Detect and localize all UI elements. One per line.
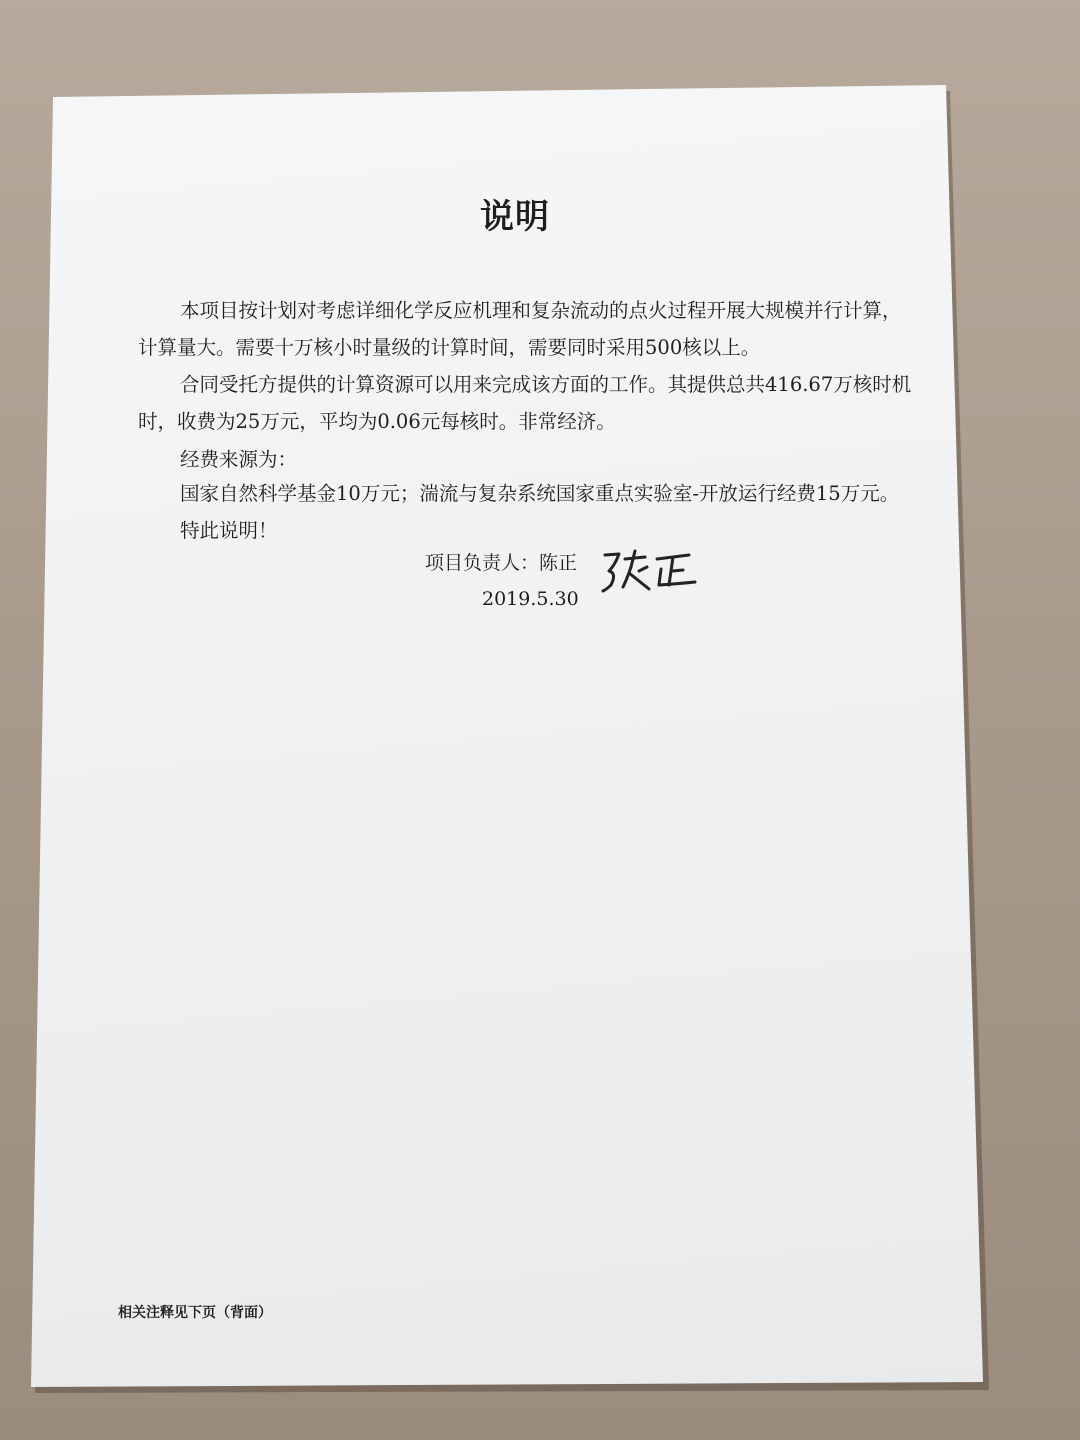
paragraph-1-line-2: 计算量大。需要十万核小时量级的计算时间，需要同时采用500核以上。 bbox=[138, 336, 761, 359]
funding-heading: 经费来源为： bbox=[180, 448, 298, 471]
funding-detail: 国家自然科学基金10万元；湍流与复杂系统国家重点实验室-开放运行经费15万元。 bbox=[180, 482, 900, 505]
paragraph-1-line-1: 本项目按计划对考虑详细化学反应机理和复杂流动的点火过程开展大规模并行计算， bbox=[180, 299, 902, 322]
paragraph-2-line-2: 时，收费为25万元，平均为0.06元每核时。非常经济。 bbox=[138, 410, 616, 433]
paragraph-2-line-1: 合同受托方提供的计算资源可以用来完成该方面的工作。其提供总共416.67万核时机 bbox=[180, 373, 912, 396]
closing-statement: 特此说明！ bbox=[180, 519, 278, 542]
handwritten-signature bbox=[595, 545, 700, 595]
document-title: 说明 bbox=[480, 197, 550, 237]
project-leader-line: 项目负责人：陈正 bbox=[425, 552, 578, 574]
footer-note: 相关注释见下页（背面） bbox=[118, 1305, 272, 1321]
signing-date: 2019.5.30 bbox=[482, 588, 579, 610]
